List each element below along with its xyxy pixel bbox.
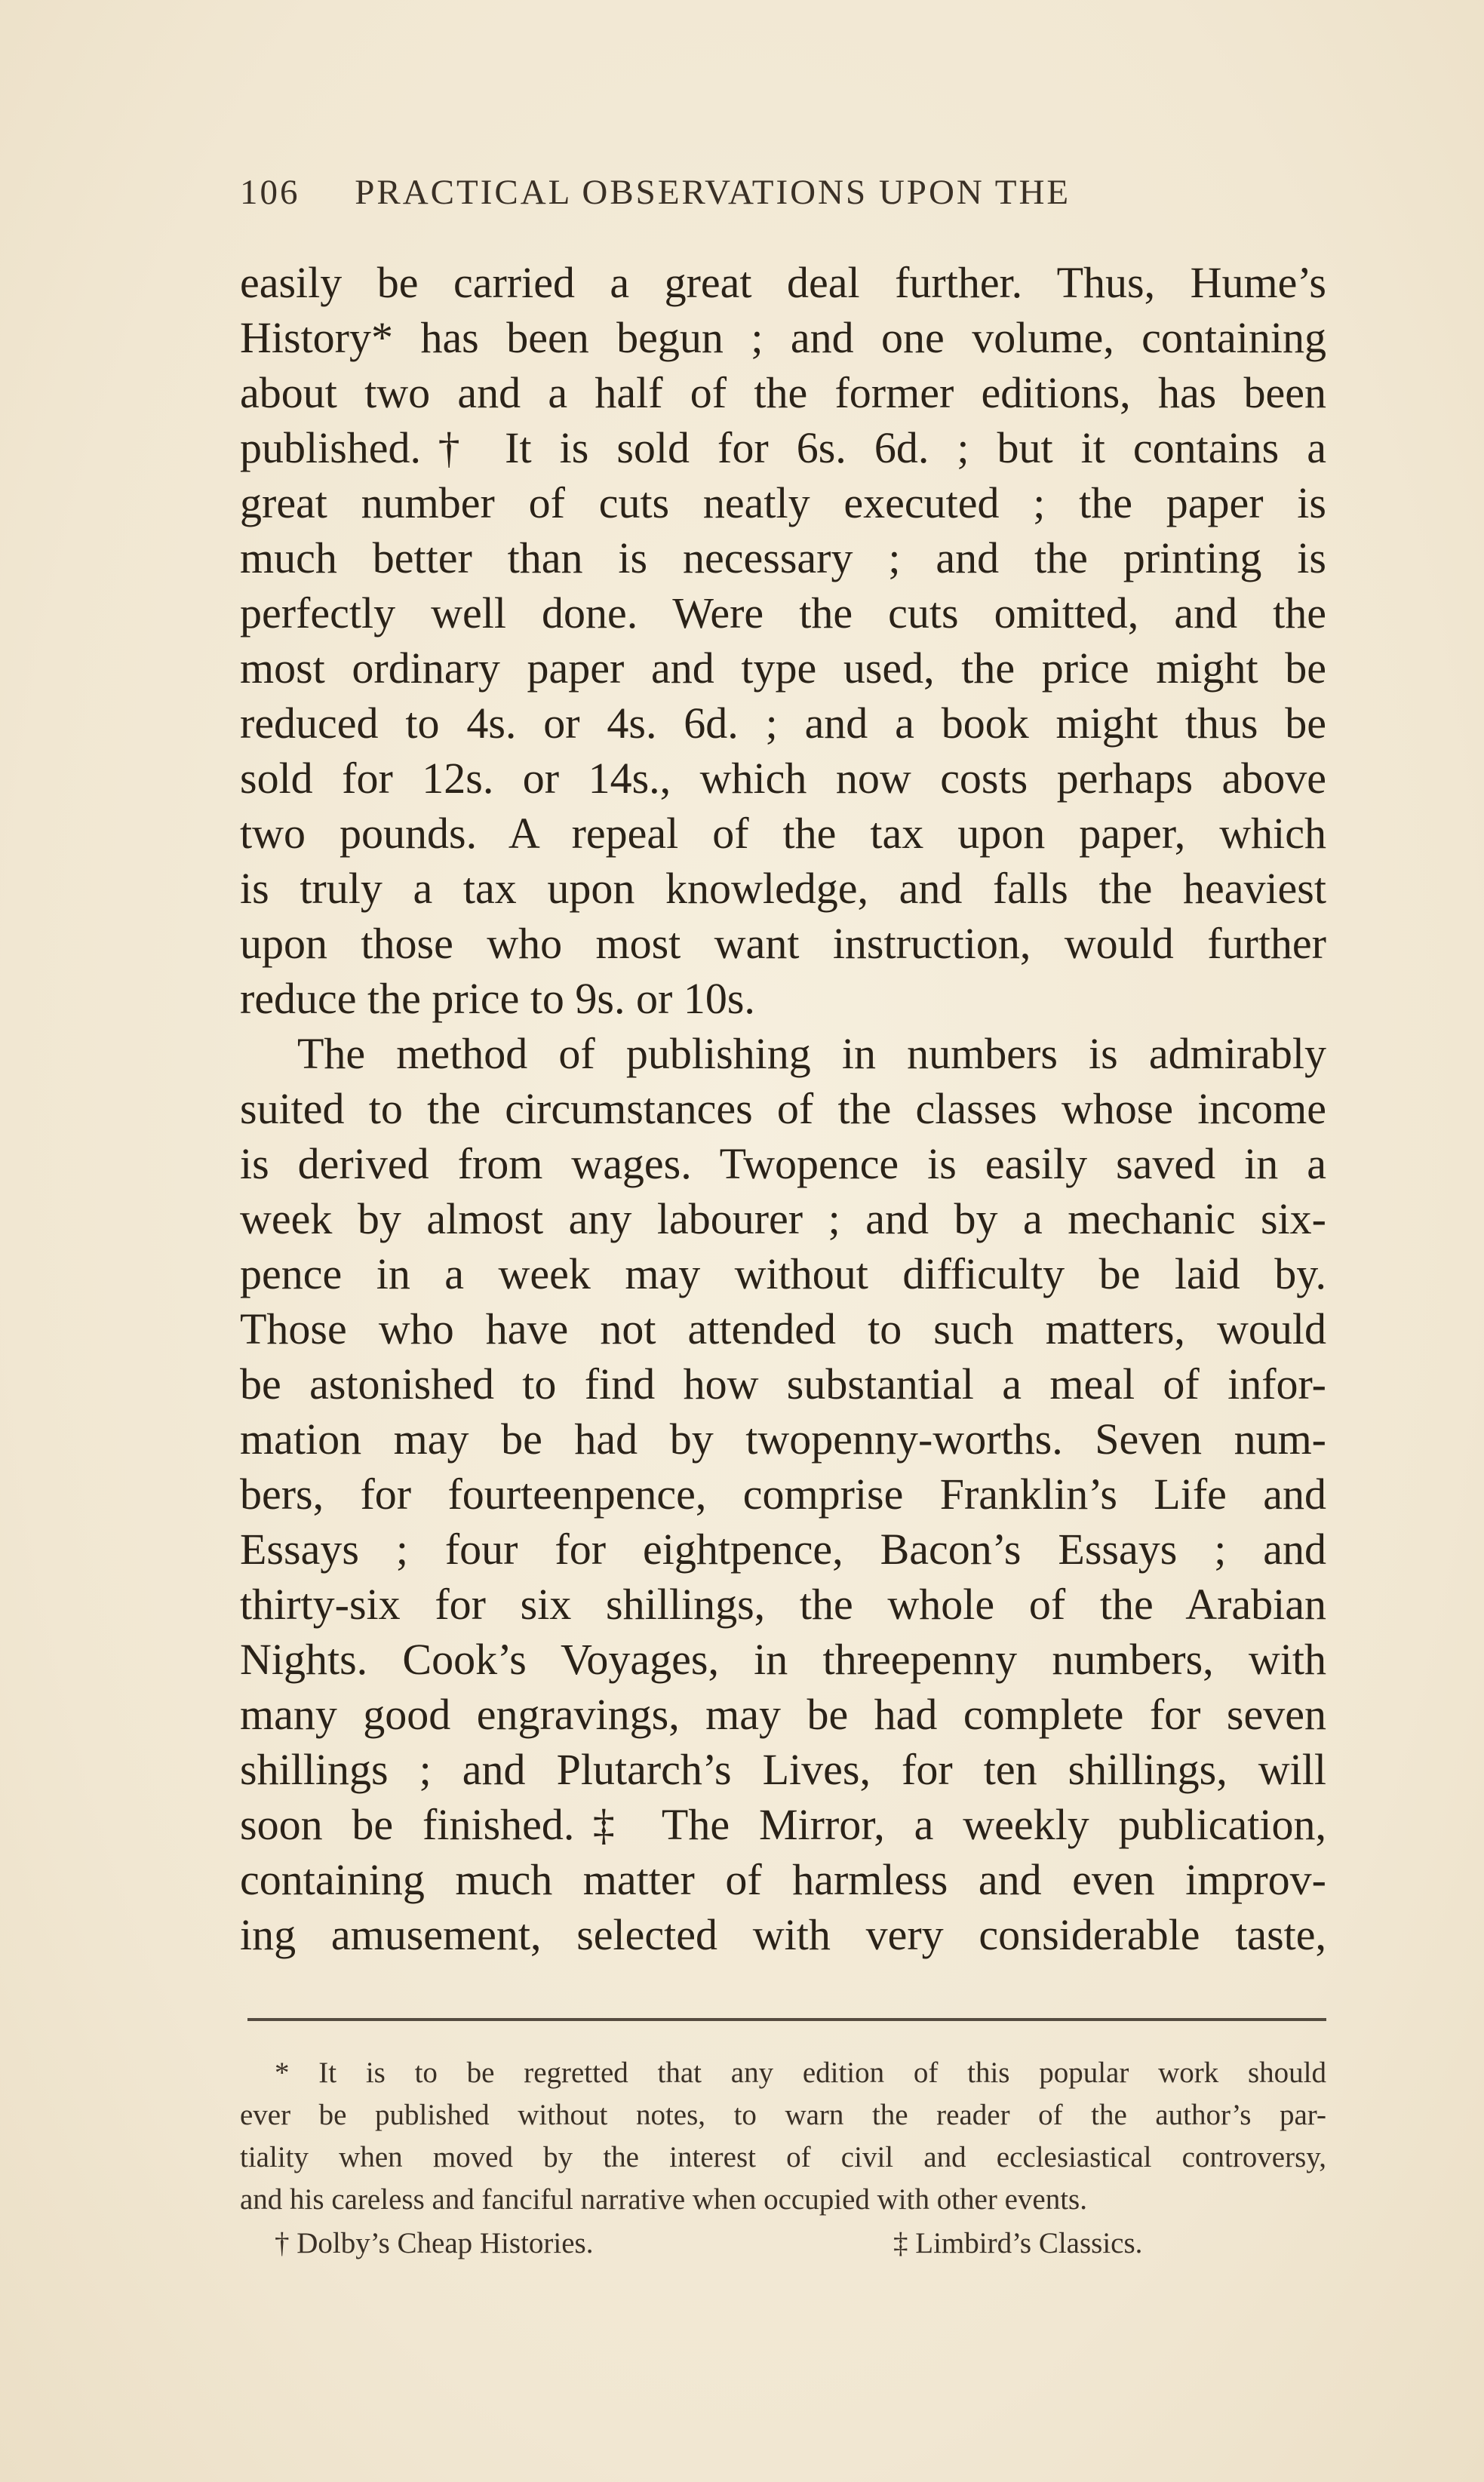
body-line: The method of publishing in numbers is admirably [297, 1029, 1326, 1078]
body-line: published.† It is sold for 6s. 6d. ; but it contains a [240, 423, 1326, 472]
body-line: mation may be had by twopenny-worths. Seven num- [240, 1415, 1326, 1464]
footnote-row [240, 2221, 1326, 2266]
body-line: reduce the price to 9s. or 10s. [240, 974, 755, 1023]
footnote-star-line: and his careless and fanciful narrative when occupied with other events. [240, 2183, 1087, 2216]
body-line: Those who have not attended to such matters, would [240, 1304, 1326, 1353]
running-header [240, 172, 1334, 213]
body-line: Essays ; four for eightpence, Bacon’s Essays ; and [240, 1525, 1326, 1574]
body-line: bers, for fourteenpence, comprise Franklin’s Life and [240, 1470, 1326, 1519]
body-line: containing much matter of harmless and even improv- [240, 1855, 1326, 1904]
page-number: 106 [240, 173, 300, 212]
body-line: suited to the circumstances of the classes whose income [240, 1084, 1326, 1133]
footnote-star-line: tiality when moved by the interest of civil and ecclesiastical controversy, [240, 2141, 1326, 2173]
body-line: great number of cuts neatly executed ; the paper is [240, 478, 1326, 527]
body-line: History* has been begun ; and one volume, containing [240, 313, 1326, 362]
footnote-star-line: * It is to be regretted that any edition of this popular work should [275, 2057, 1326, 2089]
body-line: be astonished to find how substantial a meal of infor- [240, 1359, 1326, 1408]
body-line: reduced to 4s. or 4s. 6d. ; and a book might thus be [240, 699, 1326, 748]
body-line: Nights. Cook’s Voyages, in threepenny numbers, with [240, 1635, 1326, 1684]
body-line: easily be carried a great deal further. Thus, Hume’s [240, 258, 1326, 307]
body-line: two pounds. A repeal of the tax upon paper, which [240, 809, 1326, 858]
body-line: much better than is necessary ; and the printing is [240, 533, 1326, 582]
body-line: week by almost any labourer ; and by a mechanic six- [240, 1194, 1326, 1243]
body-line: upon those who most want instruction, would further [240, 919, 1326, 968]
footnote-double-dagger: ‡ Limbird’s Classics. [893, 2227, 1143, 2259]
running-title: PRACTICAL OBSERVATIONS UPON THE [355, 173, 1071, 212]
body-text [240, 255, 1326, 1962]
body-line: thirty-six for six shillings, the whole of the Arabian [240, 1580, 1326, 1629]
body-line: perfectly well done. Were the cuts omitted, and the [240, 588, 1326, 637]
body-line: soon be finished.‡ The Mirror, a weekly publication, [240, 1800, 1326, 1849]
body-line: ing amusement, selected with very considerable taste, [240, 1910, 1326, 1959]
body-line: pence in a week may without difficulty be laid by. [240, 1249, 1326, 1298]
footnotes [240, 2052, 1326, 2266]
footnote-rule [247, 2018, 1326, 2021]
body-line: is derived from wages. Twopence is easily saved in a [240, 1139, 1326, 1188]
body-line: shillings ; and Plutarch’s Lives, for ten shillings, will [240, 1745, 1326, 1794]
footnote-star-line: ever be published without notes, to warn the reader of the author’s par- [240, 2099, 1326, 2131]
footnote-dagger: † Dolby’s Cheap Histories. [275, 2227, 594, 2259]
body-line: sold for 12s. or 14s., which now costs perhaps above [240, 754, 1326, 803]
body-line: about two and a half of the former editions, has been [240, 368, 1326, 417]
body-line: most ordinary paper and type used, the price might be [240, 644, 1326, 693]
body-line: many good engravings, may be had complete for seven [240, 1690, 1326, 1739]
body-line: is truly a tax upon knowledge, and falls the heaviest [240, 864, 1326, 913]
